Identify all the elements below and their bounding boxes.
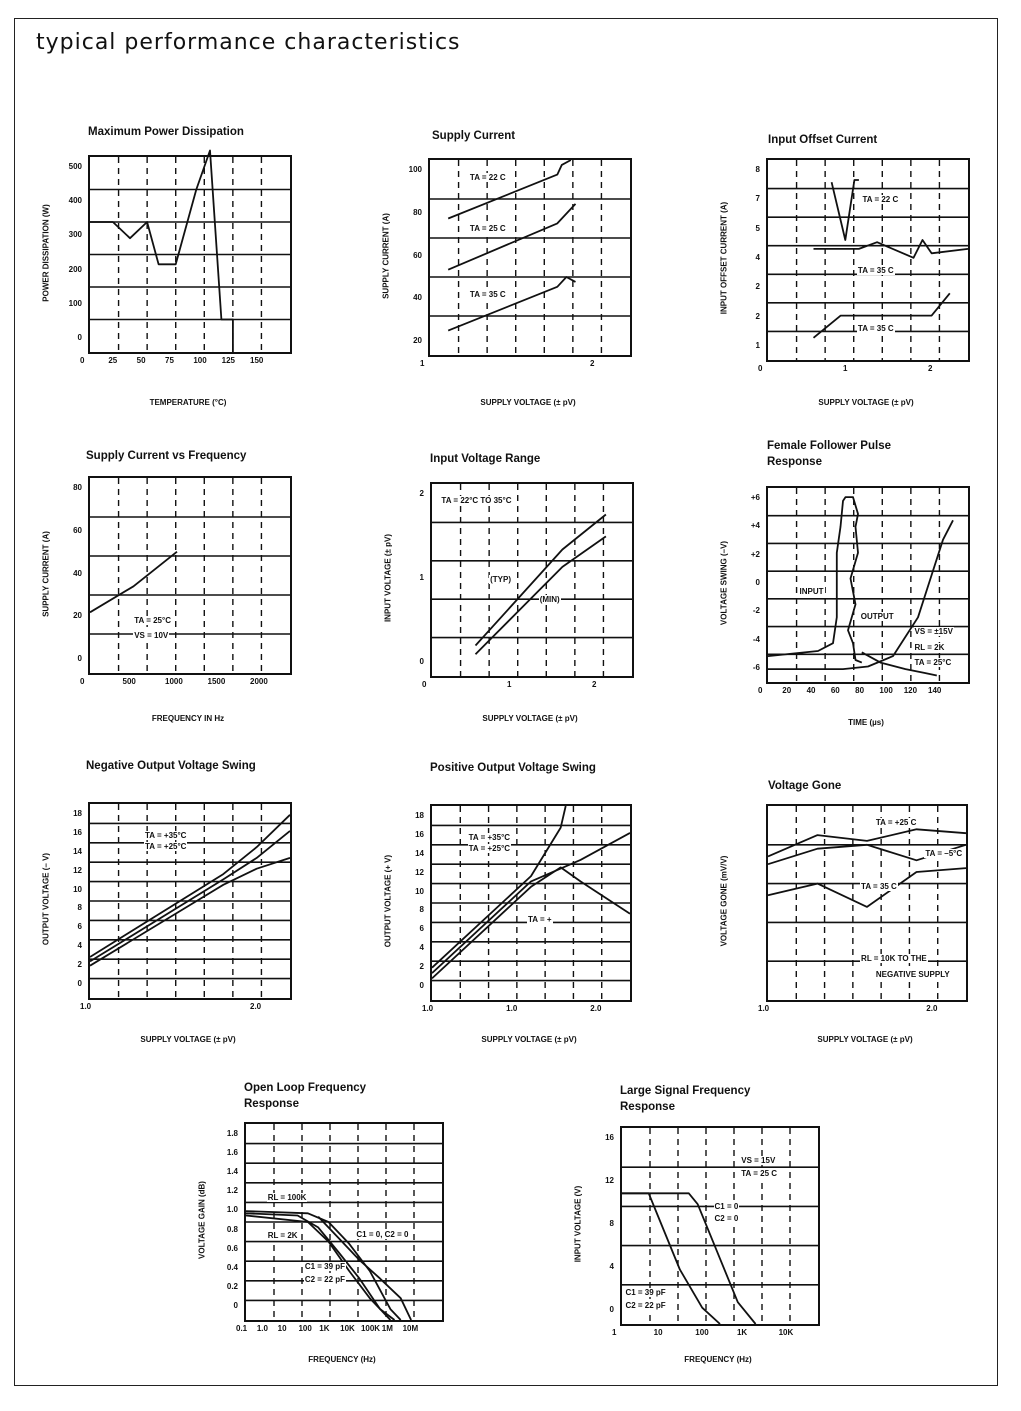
x-tick-label: 100 [879, 686, 893, 695]
annotation-label: OUTPUT [860, 611, 894, 621]
y-tick-label: 60 [73, 525, 82, 535]
pulse-x-axis-label: TIME (µs) [848, 718, 884, 727]
y-tick-label: 2 [419, 962, 424, 972]
open_loop-title: Open Loop Frequency Response [244, 1082, 367, 1110]
y-tick-label: 12 [415, 867, 424, 877]
input_range-x-axis-label: SUPPLY VOLTAGE (± pV) [482, 714, 578, 723]
pos_swing-title: Positive Output Voltage Swing [430, 762, 596, 774]
x-tick-label: 100K [360, 1324, 381, 1333]
x-tick-label: 1.0 [758, 1004, 770, 1013]
y-tick-label: 40 [73, 568, 82, 578]
x-tick-label: 140 [928, 686, 942, 695]
annotation-label: TA = 22 C [862, 195, 899, 205]
x-tick-label: 75 [165, 356, 174, 365]
annotation-label: RL = 2K [267, 1231, 298, 1241]
x-tick-label: 150 [250, 356, 264, 365]
supply_current-svg [430, 160, 630, 355]
pos_swing-x-axis-label: SUPPLY VOLTAGE (± pV) [481, 1035, 577, 1044]
supply_freq-plot-area [88, 476, 292, 675]
annotation-label: C1 = 39 pF [304, 1261, 346, 1271]
y-tick-label: 1.2 [226, 1186, 238, 1196]
y-tick-label: 14 [415, 848, 424, 858]
supply_freq-svg [90, 478, 290, 673]
y-tick-label: 2 [419, 488, 424, 498]
open_loop-y-axis-label: VOLTAGE GAIN (dB) [197, 1181, 207, 1259]
x-tick-label: 10K [778, 1328, 794, 1337]
x-tick-label: 125 [221, 356, 236, 365]
x-tick-label: 0 [758, 686, 763, 695]
neg_swing-plot-area [88, 802, 292, 1000]
y-tick-label: 0 [77, 654, 82, 664]
y-tick-label: 18 [73, 808, 82, 818]
y-tick-label: 60 [413, 250, 422, 260]
x-tick-label: 120 [903, 686, 918, 695]
x-tick-label: 1.0 [506, 1004, 518, 1013]
input_offset-title: Input Offset Current [768, 134, 878, 146]
supply_current-x-axis-label: SUPPLY VOLTAGE (± pV) [480, 398, 576, 407]
annotation-label: TA = +35°C [145, 831, 187, 841]
voltage_gain-y-axis-label: VOLTAGE GONE (mV/V) [719, 855, 729, 947]
y-tick-label: 2 [755, 311, 760, 321]
annotation-label: RL = 10K TO THE [861, 954, 927, 964]
supply_freq-title: Supply Current vs Frequency [86, 450, 247, 462]
y-tick-label: 100 [408, 164, 422, 174]
large_signal-y-axis-label: INPUT VOLTAGE (V) [573, 1185, 583, 1263]
annotation-label: TA = 25 C [469, 223, 506, 233]
y-tick-label: 80 [73, 482, 82, 492]
x-tick-label: 1K [319, 1324, 330, 1333]
x-tick-label: 60 [830, 686, 840, 695]
max_power-title: Maximum Power Dissipation [88, 126, 244, 138]
y-tick-label: 2 [77, 960, 82, 970]
y-tick-label: 1 [755, 341, 760, 350]
annotation-label: TA = 35 C [861, 882, 897, 892]
supply_current-plot-area [428, 158, 632, 357]
y-tick-label: 400 [68, 196, 82, 206]
annotation-label: C2 = 22 pF [625, 1300, 666, 1310]
annotation-label: (MIN) [539, 594, 560, 604]
y-tick-label: -2 [752, 606, 760, 616]
annotation-label: TA = + [528, 915, 552, 925]
y-tick-label: 16 [605, 1132, 614, 1142]
y-tick-label: 0 [609, 1305, 614, 1315]
y-tick-label: 8 [609, 1219, 614, 1228]
x-tick-label: 10 [277, 1324, 287, 1333]
y-tick-label: 0.8 [226, 1224, 238, 1234]
y-tick-label: 1.6 [226, 1147, 238, 1157]
x-tick-label: 10K [340, 1324, 355, 1333]
neg_swing-y-axis-label: OUTPUT VOLTAGE (– V) [41, 852, 51, 946]
y-tick-label: 0 [77, 979, 82, 989]
series-line-1 [90, 552, 177, 613]
x-tick-label: 1 [843, 364, 848, 373]
x-tick-label: 50 [136, 356, 146, 365]
neg_swing-svg [90, 804, 290, 998]
x-tick-label: 2 [592, 680, 597, 689]
y-tick-label: 8 [419, 905, 424, 915]
x-tick-label: 1M [381, 1324, 393, 1333]
y-tick-label: 6 [419, 924, 424, 934]
input_offset-y-axis-label: INPUT OFFSET CURRENT (A) [719, 201, 729, 315]
annotation-label: TA = 22°C TO 35°C [441, 496, 512, 506]
y-tick-label: +4 [750, 521, 760, 531]
large_signal-title: Large Signal Frequency Response [620, 1085, 751, 1113]
input_offset-x-axis-label: SUPPLY VOLTAGE (± pV) [818, 398, 914, 407]
pos_swing-svg [432, 806, 630, 1000]
x-tick-label: 1 [420, 359, 425, 368]
max_power-plot-area [88, 155, 292, 354]
annotation-label: C1 = 39 pF [625, 1287, 666, 1297]
x-tick-label: 1000 [165, 677, 183, 686]
y-tick-label: 40 [413, 293, 422, 303]
x-tick-label: 80 [855, 686, 865, 695]
series-line-1 [90, 151, 233, 353]
y-tick-label: 5 [755, 223, 760, 233]
y-tick-label: 0 [77, 333, 82, 343]
annotation-label: TA = –5°C [925, 849, 963, 859]
x-tick-label: 2 [590, 359, 595, 368]
x-tick-label: 2000 [250, 677, 268, 686]
annotation-label: VS = 15V [741, 1155, 776, 1165]
y-tick-label: 20 [413, 336, 422, 346]
y-tick-label: 4 [609, 1262, 614, 1272]
y-tick-label: 12 [73, 865, 82, 875]
y-tick-label: 6 [77, 922, 82, 932]
x-tick-label: 1 [612, 1328, 617, 1337]
y-tick-label: -6 [752, 663, 760, 673]
y-tick-label: 0 [419, 657, 424, 667]
series-line-ta-35-c [814, 240, 969, 258]
series-line-ta-25-c [90, 831, 290, 962]
x-tick-label: 500 [122, 677, 136, 686]
input_range-svg [432, 484, 632, 676]
supply_freq-x-axis-label: FREQUENCY IN Hz [151, 714, 225, 723]
x-tick-label: 25 [108, 356, 118, 365]
x-tick-label: 1500 [207, 677, 226, 686]
y-tick-label: 500 [68, 161, 82, 171]
annotation-label: TA = 35 C [857, 266, 894, 276]
y-tick-label: 4 [755, 253, 760, 262]
y-tick-label: 18 [415, 810, 424, 820]
y-tick-label: +6 [750, 492, 760, 502]
y-tick-label: 12 [605, 1175, 614, 1185]
page-title: typical performance characteristics [36, 30, 461, 55]
annotation-label: TA = +25°C [145, 842, 187, 852]
y-tick-label: 0 [233, 1301, 238, 1311]
supply_freq-y-axis-label: SUPPLY CURRENT (A) [41, 530, 51, 617]
y-tick-label: 10 [73, 884, 82, 894]
input_range-y-axis-label: INPUT VOLTAGE (± pV) [383, 533, 393, 623]
annotation-label: C1 = 0, C2 = 0 [356, 1230, 409, 1240]
annotation-label: NEGATIVE SUPPLY [875, 969, 950, 979]
y-tick-label: 7 [755, 194, 760, 204]
x-tick-label: 10M [402, 1324, 419, 1333]
pulse-svg [768, 488, 968, 682]
y-tick-label: 1 [419, 573, 424, 582]
x-tick-label: 1 [507, 680, 512, 689]
y-tick-label: 200 [68, 264, 82, 274]
y-tick-label: 0.2 [226, 1282, 238, 1292]
large_signal-x-axis-label: FREQUENCY (Hz) [684, 1355, 752, 1364]
annotation-label: TA = 25°C [134, 616, 171, 626]
pos_swing-plot-area [430, 804, 632, 1002]
annotation-label: (TYP) [490, 574, 512, 584]
pos_swing-y-axis-label: OUTPUT VOLTAGE (+ V) [383, 854, 393, 948]
y-tick-label: 8 [77, 903, 82, 913]
y-tick-label: 14 [73, 846, 82, 856]
y-tick-label: 8 [755, 165, 760, 174]
annotation-label: VS = 10V [134, 631, 169, 641]
y-tick-label: 2 [755, 282, 760, 292]
neg_swing-x-axis-label: SUPPLY VOLTAGE (± pV) [140, 1035, 236, 1044]
x-tick-label: 40 [806, 686, 816, 695]
annotation-label: TA = 35 C [857, 324, 894, 334]
y-tick-label: 1.4 [226, 1167, 238, 1177]
annotation-label: TA = 25 C [741, 1168, 778, 1178]
y-tick-label: 16 [415, 829, 424, 839]
annotation-label: TA = +25 C [875, 818, 917, 828]
y-tick-label: 0.6 [226, 1243, 238, 1253]
x-tick-label: 10 [653, 1328, 663, 1337]
y-tick-label: 0.4 [226, 1262, 238, 1272]
annotation-label: RL = 100K [267, 1193, 307, 1203]
x-tick-label: 0 [422, 680, 427, 689]
y-tick-label: 20 [73, 611, 82, 621]
supply_current-y-axis-label: SUPPLY CURRENT (A) [381, 212, 391, 299]
x-tick-label: 100 [193, 356, 207, 365]
pulse-plot-area [766, 486, 970, 684]
open_loop-svg [246, 1124, 442, 1320]
series-line-ta-35-c [90, 815, 290, 957]
y-tick-label: +2 [750, 549, 760, 559]
series-line-ta-25-c [448, 204, 575, 270]
x-tick-label: 1.0 [80, 1002, 92, 1011]
max_power-svg [90, 157, 290, 352]
y-tick-label: 10 [415, 886, 424, 896]
x-tick-label: 2.0 [250, 1002, 262, 1011]
x-tick-label: 2.0 [590, 1004, 602, 1013]
open_loop-x-axis-label: FREQUENCY (Hz) [308, 1355, 376, 1364]
annotation-label: C1 = 0 [714, 1201, 739, 1211]
y-tick-label: -4 [752, 634, 760, 644]
series-line-input [768, 497, 862, 662]
x-tick-label: 100 [695, 1328, 709, 1337]
annotation-label: VS = ±15V [914, 627, 953, 637]
x-tick-label: 0 [758, 364, 763, 373]
neg_swing-title: Negative Output Voltage Swing [86, 760, 256, 772]
annotation-label: C2 = 22 pF [304, 1274, 346, 1284]
x-tick-label: 2.0 [926, 1004, 938, 1013]
annotation-label: TA = 35 C [469, 289, 506, 299]
max_power-x-axis-label: TEMPERATURE (°C) [149, 398, 227, 407]
voltage_gain-title: Voltage Gone [768, 780, 842, 792]
annotation-label: TA = 25°C [914, 658, 952, 668]
y-tick-label: 4 [77, 941, 82, 951]
y-tick-label: 1.0 [226, 1205, 238, 1215]
y-tick-label: 1.8 [226, 1128, 238, 1138]
x-tick-label: 0 [80, 356, 85, 365]
annotation-label: C2 = 0 [714, 1213, 739, 1223]
x-tick-label: 100 [298, 1324, 312, 1333]
x-tick-label: 20 [782, 686, 792, 695]
x-tick-label: 0.1 [236, 1324, 248, 1333]
pulse-y-axis-label: VOLTAGE SWING (–V) [719, 540, 729, 626]
supply_current-title: Supply Current [432, 130, 516, 142]
input_range-plot-area [430, 482, 634, 678]
y-tick-label: 16 [73, 827, 82, 837]
input_range-title: Input Voltage Range [430, 453, 541, 465]
y-tick-label: 80 [413, 207, 422, 217]
y-tick-label: 300 [68, 230, 82, 240]
annotation-label: TA = +25°C [468, 844, 511, 854]
annotation-label: RL = 2K [914, 642, 945, 652]
y-tick-label: 4 [419, 943, 424, 953]
series-line-3 [90, 858, 290, 966]
x-tick-label: 1K [736, 1328, 748, 1337]
x-tick-label: 2 [928, 364, 933, 373]
max_power-y-axis-label: POWER DISSIPATION (W) [41, 203, 51, 302]
x-tick-label: 0 [80, 677, 85, 686]
annotation-label: TA = 22 C [469, 172, 506, 182]
y-tick-label: 100 [68, 298, 82, 308]
y-tick-label: 0 [419, 981, 424, 991]
y-tick-label: 0 [755, 578, 760, 587]
annotation-label: TA = +35°C [468, 833, 511, 843]
x-tick-label: 1.0 [422, 1004, 434, 1013]
series-line-ta-35-c [448, 277, 575, 331]
series-line-ta-22-c [448, 160, 571, 219]
open_loop-plot-area [244, 1122, 444, 1322]
x-tick-label: 1.0 [256, 1324, 268, 1333]
annotation-label: INPUT [799, 587, 824, 597]
pulse-title: Female Follower Pulse Response [767, 440, 891, 468]
voltage_gain-x-axis-label: SUPPLY VOLTAGE (± pV) [817, 1035, 913, 1044]
